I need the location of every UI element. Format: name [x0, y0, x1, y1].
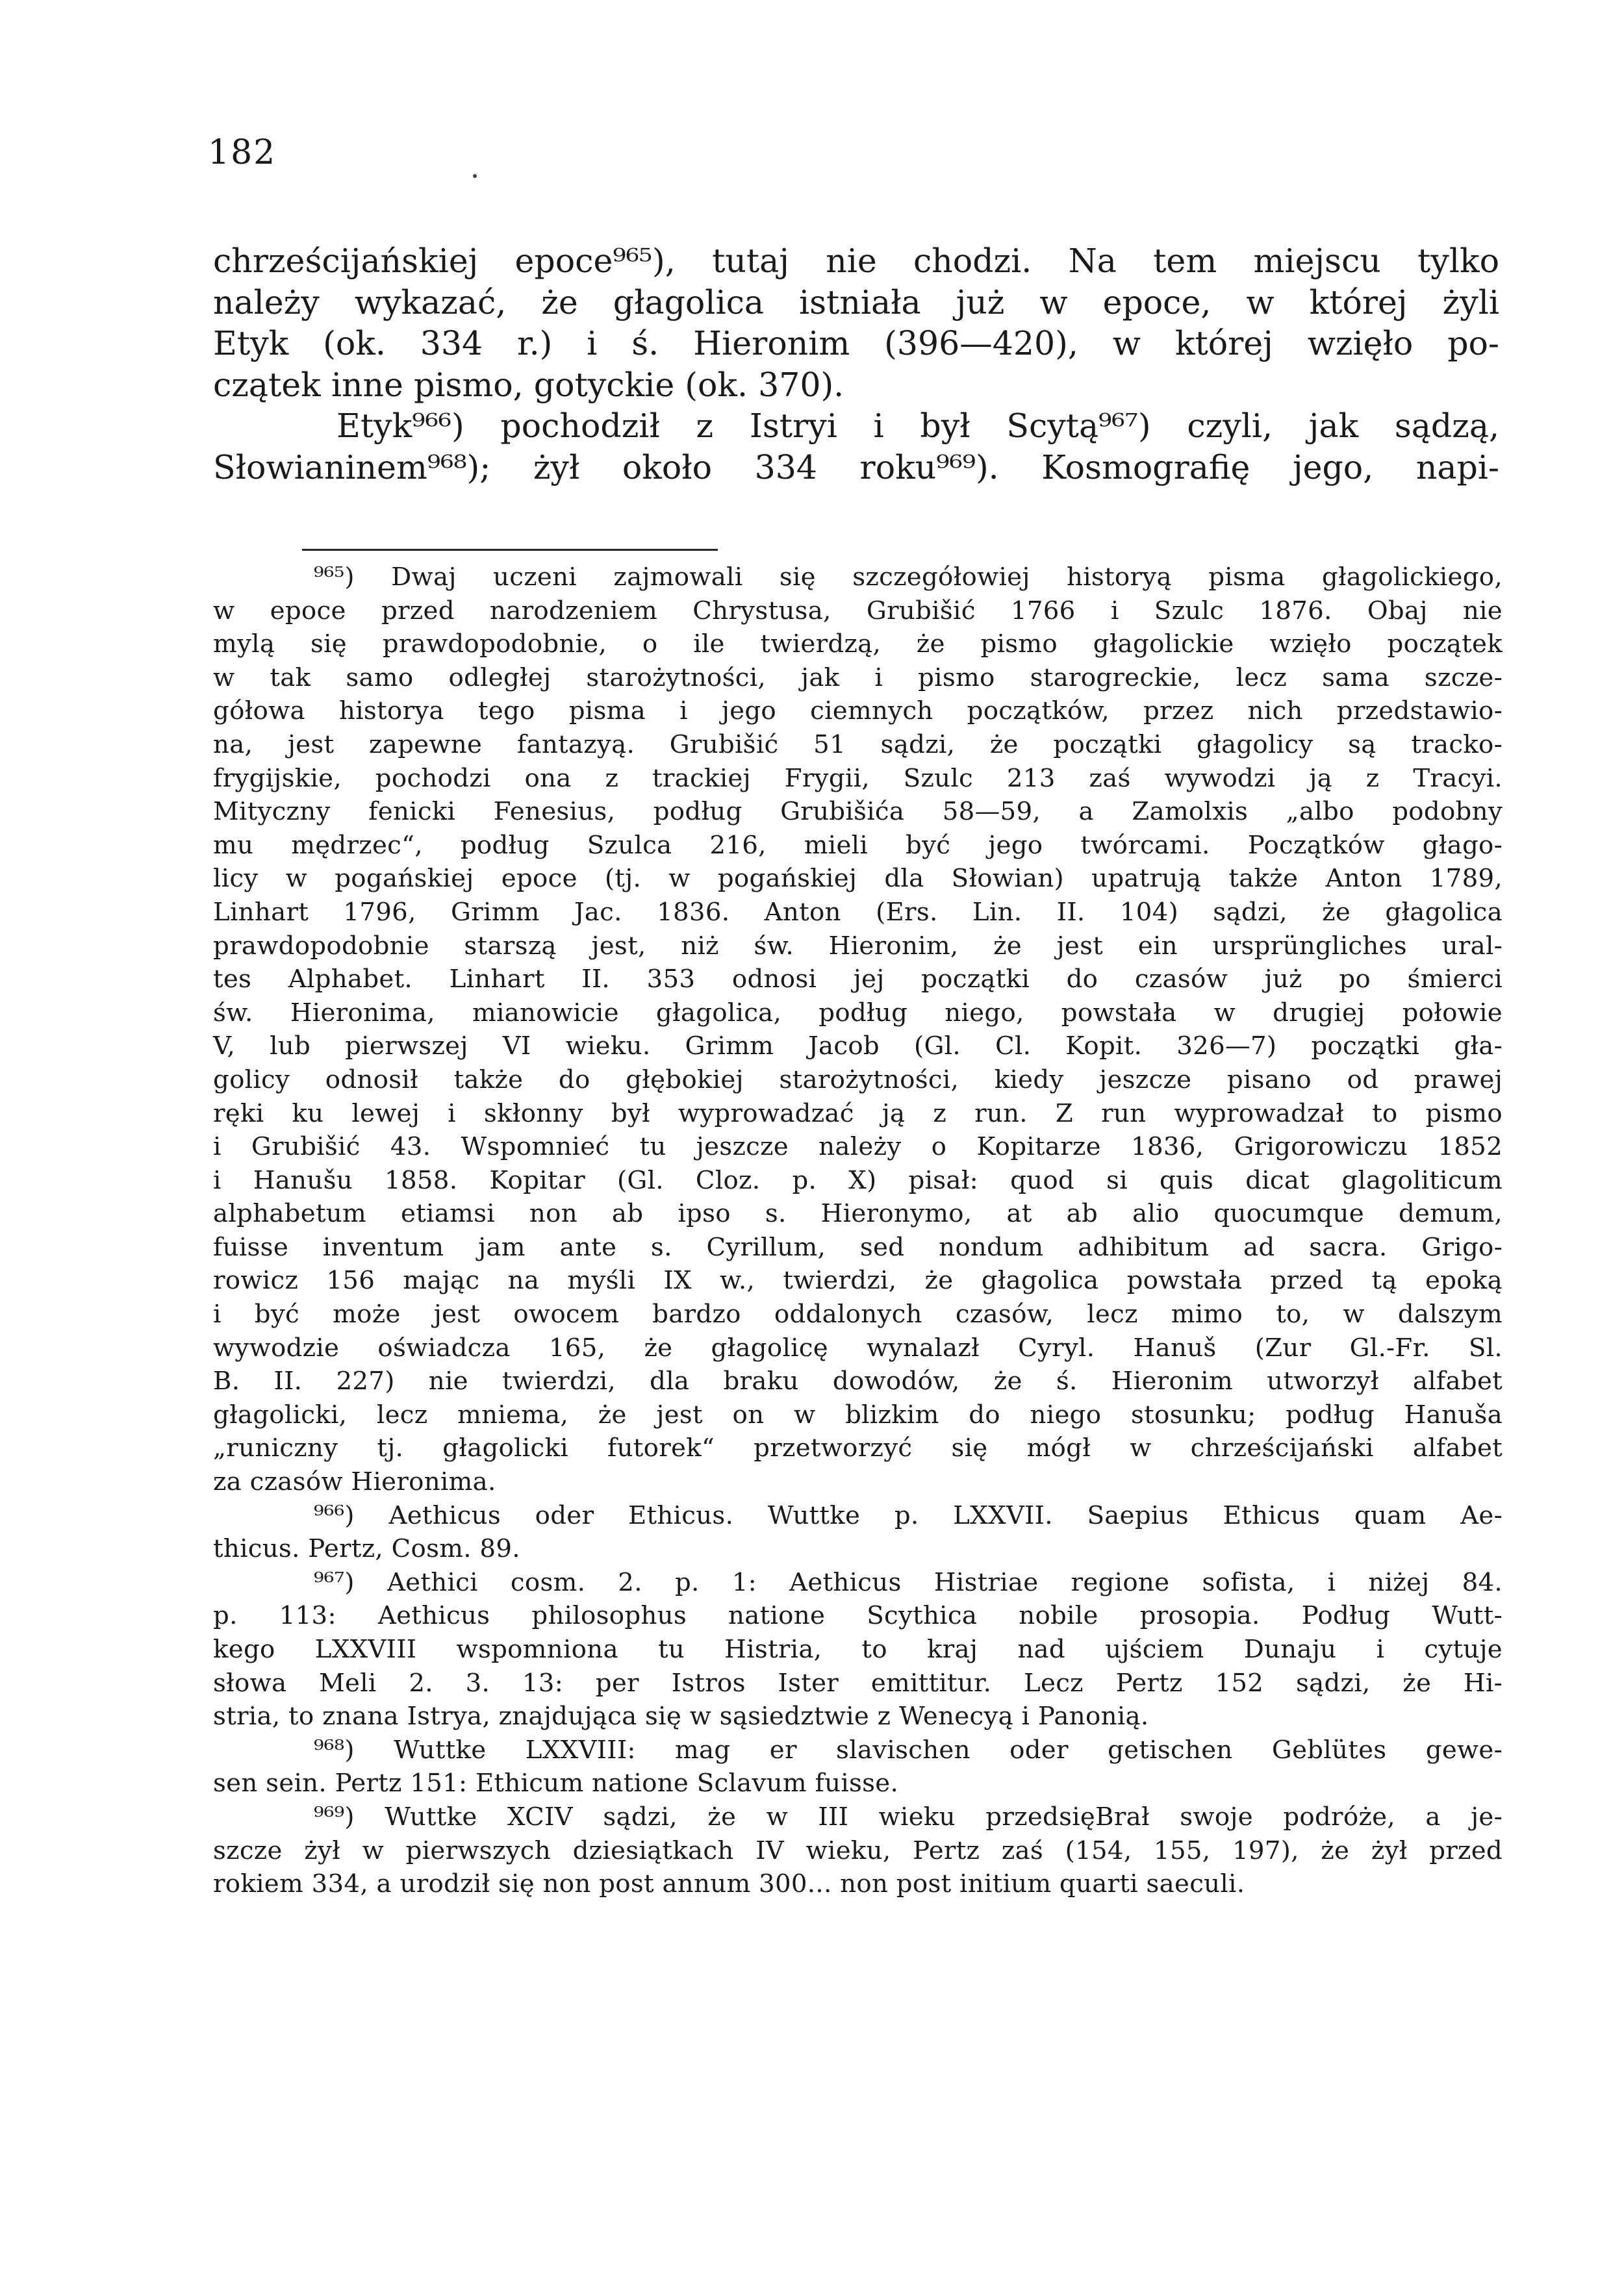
main-text-line: należy wykazać, że głagolica istniała już w epoce, w której żyli — [213, 283, 1499, 322]
footnote-line: prawdopodobnie starszą jest, niż św. Hieronim, że jest ein ursprüngliches ural- — [213, 931, 1503, 961]
footnote-line: V, lub pierwszej VI wieku. Grimm Jacob (Gl. Cl. Kopit. 326—7) początki gła- — [213, 1031, 1503, 1061]
footnote-line: kego LXXVIII wspomniona tu Histria, to kraj nad ujściem Dunaju i cytuje — [213, 1635, 1503, 1664]
footnote-line: tes Alphabet. Linhart II. 353 odnosi jej początki do czasów już po śmierci — [213, 965, 1503, 994]
main-text-line: Etyk⁹⁶⁶) pochodził z Istryi i był Scytą⁹⁶⁷) czyli, jak sądzą, — [336, 407, 1499, 445]
footnote-line: ⁹⁶⁵) Dwaj uczeni zajmowali się szczegółowiej historyą pisma głagolickiego, — [314, 562, 1503, 592]
footnote-line: wywodzie oświadcza 165, że głagolicę wynalazł Cyryl. Hanuš (Zur Gl.-Fr. Sl. — [213, 1333, 1503, 1363]
main-text-line: chrześcijańskiej epoce⁹⁶⁵), tutaj nie chodzi. Na tem miejscu tylko — [213, 242, 1499, 280]
footnote-line: w tak samo odległej starożytności, jak i pismo starogreckie, lecz sama szcze- — [213, 662, 1503, 692]
footnote-line: mu mędrzec“, podług Szulca 216, mieli być jego twórcami. Początków głago- — [213, 830, 1503, 860]
footnote-line: ⁹⁶⁶) Aethicus oder Ethicus. Wuttke p. LXXVII. Saepius Ethicus quam Ae- — [314, 1500, 1503, 1530]
footnote-line: rowicz 156 mając na myśli IX w., twierdzi, że głagolica powstała przed tą epoką — [213, 1266, 1503, 1296]
footnote-line: i Hanušu 1858. Kopitar (Gl. Cloz. p. X) pisał: quod si quis dicat glagoliticum — [213, 1165, 1503, 1195]
footnote-line: na, jest zapewne fantazyą. Grubišić 51 sądzi, że początki głagolicy są tracko- — [213, 729, 1503, 759]
footnote-line: sen sein. Pertz 151: Ethicum natione Sclavum fuisse. — [213, 1769, 899, 1798]
footnote-line: za czasów Hieronima. — [213, 1467, 496, 1497]
page-number: 182 — [208, 133, 277, 172]
footnote-line: gółowa historya tego pisma i jego ciemnych początków, przez nich przedstawio- — [213, 696, 1503, 726]
footnote-line: fuisse inventum jam ante s. Cyrillum, sed nondum adhibitum ad sacra. Grigo- — [213, 1232, 1503, 1262]
footnote-line: rokiem 334, a urodził się non post annum 300... non post initium quarti saeculi. — [213, 1869, 1245, 1899]
footnote-line: ręki ku lewej i skłonny był wyprowadzać ją z run. Z run wyprowadzał to pismo — [213, 1098, 1503, 1128]
footnote-line: p. 113: Aethicus philosophus natione Scythica nobile prosopia. Podług Wutt- — [213, 1601, 1503, 1631]
main-text-line: czątek inne pismo, gotyckie (ok. 370). — [213, 365, 844, 404]
footnote-line: szcze żył w pierwszych dziesiątkach IV wieku, Pertz zaś (154, 155, 197), że żył przed — [213, 1836, 1503, 1865]
footnote-line: głagolicki, lecz mniema, że jest on w blizkim do niego stosunku; podług Hanuša — [213, 1400, 1503, 1430]
footnotes — [213, 561, 1503, 1901]
footnote-line: ⁹⁶⁹) Wuttke XCIV sądzi, że w III wieku przedsięBrał swoje podróże, a je- — [314, 1802, 1503, 1832]
footnote-line: stria, to znana Istrya, znajdująca się w sąsiedztwie z Wenecyą i Panonią. — [213, 1702, 1149, 1732]
footnote-line: i Grubišić 43. Wspomnieć tu jeszcze należy o Kopitarze 1836, Grigorowiczu 1852 — [213, 1132, 1503, 1162]
footnote-line: św. Hieronima, mianowicie głagolica, podług niego, powstała w drugiej połowie — [213, 998, 1503, 1028]
footnote-line: w epoce przed narodzeniem Chrystusa, Grubišić 1766 i Szulc 1876. Obaj nie — [213, 596, 1503, 625]
footnote-line: alphabetum etiamsi non ab ipso s. Hieronymo, at ab alio quocumque demum, — [213, 1199, 1503, 1229]
ink-speck — [473, 174, 477, 178]
footnote-line: B. II. 227) nie twierdzi, dla braku dowodów, że ś. Hieronim utworzył alfabet — [213, 1367, 1503, 1396]
footnote-line: Mityczny fenicki Fenesius, podług Grubišića 58—59, a Zamolxis „albo podobny — [213, 797, 1503, 827]
footnote-line: słowa Meli 2. 3. 13: per Istros Ister emittitur. Lecz Pertz 152 sądzi, że Hi- — [213, 1668, 1503, 1698]
footnote-line: i być może jest owocem bardzo oddalonych czasów, lecz mimo to, w dalszym — [213, 1300, 1503, 1330]
footnote-line: licy w pogańskiej epoce (tj. w pogańskiej dla Słowian) upatrują także Anton 1789, — [213, 864, 1503, 894]
footnote-line: mylą się prawdopodobnie, o ile twierdzą, że pismo głagolickie wzięło początek — [213, 629, 1503, 659]
main-text-line: Etyk (ok. 334 r.) i ś. Hieronim (396—420), w której wzięło po- — [213, 324, 1499, 362]
footnote-line: „runiczny tj. głagolicki futorek“ przetworzyć się mógł w chrześcijański alfabet — [213, 1433, 1503, 1463]
footnote-line: golicy odnosił także do głębokiej starożytności, kiedy jeszcze pisano od prawej — [213, 1065, 1503, 1094]
main-text-line: Słowianinem⁹⁶⁸); żył około 334 roku⁹⁶⁹). Kosmografię jego, napi- — [213, 448, 1499, 486]
footnote-line: thicus. Pertz, Cosm. 89. — [213, 1534, 520, 1564]
footnote-line: frygijskie, pochodzi ona z trackiej Frygii, Szulc 213 zaś wywodzi ją z Tracyi. — [213, 763, 1503, 793]
footnote-line: ⁹⁶⁸) Wuttke LXXVIII: mag er slavischen oder getischen Geblütes gewe- — [314, 1735, 1503, 1765]
footnote-separator — [302, 549, 718, 551]
footnote-line: ⁹⁶⁷) Aethici cosm. 2. p. 1: Aethicus Histriae regione sofista, i niżej 84. — [314, 1567, 1503, 1597]
footnote-line: Linhart 1796, Grimm Jac. 1836. Anton (Ers. Lin. II. 104) sądzi, że głagolica — [213, 897, 1503, 927]
main-text — [213, 240, 1499, 488]
